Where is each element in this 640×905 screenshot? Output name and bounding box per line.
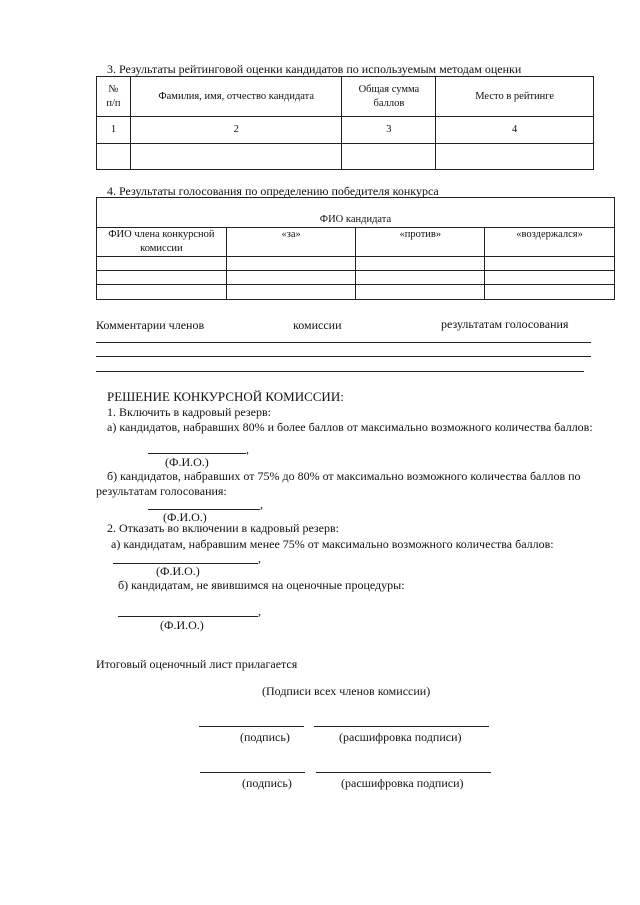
signature-label: (подпись) <box>242 776 292 790</box>
decoding-line <box>314 726 489 727</box>
voting-empty-cell <box>356 257 485 271</box>
decision-item1: 1. Включить в кадровый резерв: <box>107 405 271 419</box>
decision-item2: 2. Отказать во включении в кадровый резерв: <box>107 521 339 535</box>
fio-line <box>118 616 258 617</box>
rating-col-number: 4 <box>436 117 594 144</box>
voting-empty-cell <box>226 285 356 300</box>
rating-table <box>96 76 594 170</box>
comment-line <box>96 342 591 343</box>
fio-label: (Ф.И.О.) <box>160 618 204 632</box>
voting-header-against: «против» <box>356 228 485 257</box>
voting-header-member: ФИО члена конкурсной комиссии <box>97 228 227 257</box>
rating-col-number: 2 <box>130 117 342 144</box>
fio-comma: , <box>258 551 261 565</box>
section4-title: 4. Результаты голосования по определению победителя конкурса <box>107 184 439 198</box>
section3-title: 3. Результаты рейтинговой оценки кандидатов по используемым методам оценки <box>107 62 522 76</box>
rating-header-name: Фамилия, имя, отчество кандидата <box>130 77 342 117</box>
signature-label: (подпись) <box>240 730 290 744</box>
voting-empty-cell <box>356 285 485 300</box>
voting-candidate-header: ФИО кандидата <box>97 198 615 228</box>
rating-col-number: 3 <box>342 117 436 144</box>
rating-empty-cell <box>97 144 131 170</box>
signature-line <box>199 726 304 727</box>
decision-item2a: а) кандидатам, набравшим менее 75% от максимально возможного количества баллов: <box>111 537 554 551</box>
fio-comma: , <box>246 442 249 456</box>
fio-comma: , <box>258 604 261 618</box>
comments-word1: Комментарии членов <box>96 318 205 332</box>
voting-empty-cell <box>226 257 356 271</box>
decision-title: РЕШЕНИЕ КОНКУРСНОЙ КОМИССИИ: <box>107 389 344 404</box>
voting-empty-cell <box>485 271 615 285</box>
comments-word3: результатам голосования <box>441 317 569 331</box>
fio-comma: , <box>260 497 263 511</box>
voting-table <box>96 197 615 300</box>
rating-empty-cell <box>436 144 594 170</box>
attached-note: Итоговый оценочный лист прилагается <box>96 657 298 671</box>
comment-line <box>96 356 591 357</box>
fio-label: (Ф.И.О.) <box>163 510 207 524</box>
voting-empty-cell <box>97 271 227 285</box>
decision-item1b-line2: результатам голосования: <box>96 484 227 498</box>
rating-empty-cell <box>130 144 342 170</box>
voting-empty-cell <box>226 271 356 285</box>
decision-item1a: а) кандидатов, набравших 80% и более баллов от максимально возможного количества баллов: <box>107 420 593 434</box>
decision-item2b: б) кандидатам, не явившимся на оценочные процедуры: <box>118 578 405 592</box>
decision-item1b-line1: б) кандидатов, набравших от 75% до 80% от максимально возможного количества баллов по <box>107 469 581 483</box>
voting-header-for: «за» <box>226 228 356 257</box>
rating-empty-cell <box>342 144 436 170</box>
voting-empty-cell <box>97 285 227 300</box>
voting-empty-cell <box>485 257 615 271</box>
fio-label: (Ф.И.О.) <box>165 455 209 469</box>
rating-header-place: Место в рейтинге <box>436 77 594 117</box>
decoding-line <box>316 772 491 773</box>
rating-header-num: № п/п <box>97 77 131 117</box>
signatures-title: (Подписи всех членов комиссии) <box>262 684 431 698</box>
voting-empty-cell <box>356 271 485 285</box>
voting-header-abstained: «воздержался» <box>485 228 615 257</box>
decoding-label: (расшифровка подписи) <box>341 776 464 790</box>
fio-label: (Ф.И.О.) <box>156 564 200 578</box>
rating-col-number: 1 <box>97 117 131 144</box>
voting-empty-cell <box>485 285 615 300</box>
comment-line <box>96 371 584 372</box>
fio-line <box>148 453 246 454</box>
voting-empty-cell <box>97 257 227 271</box>
decoding-label: (расшифровка подписи) <box>339 730 462 744</box>
signature-line <box>200 772 305 773</box>
comments-word2: комиссии <box>293 318 342 332</box>
rating-header-score: Общая сумма баллов <box>342 77 436 117</box>
